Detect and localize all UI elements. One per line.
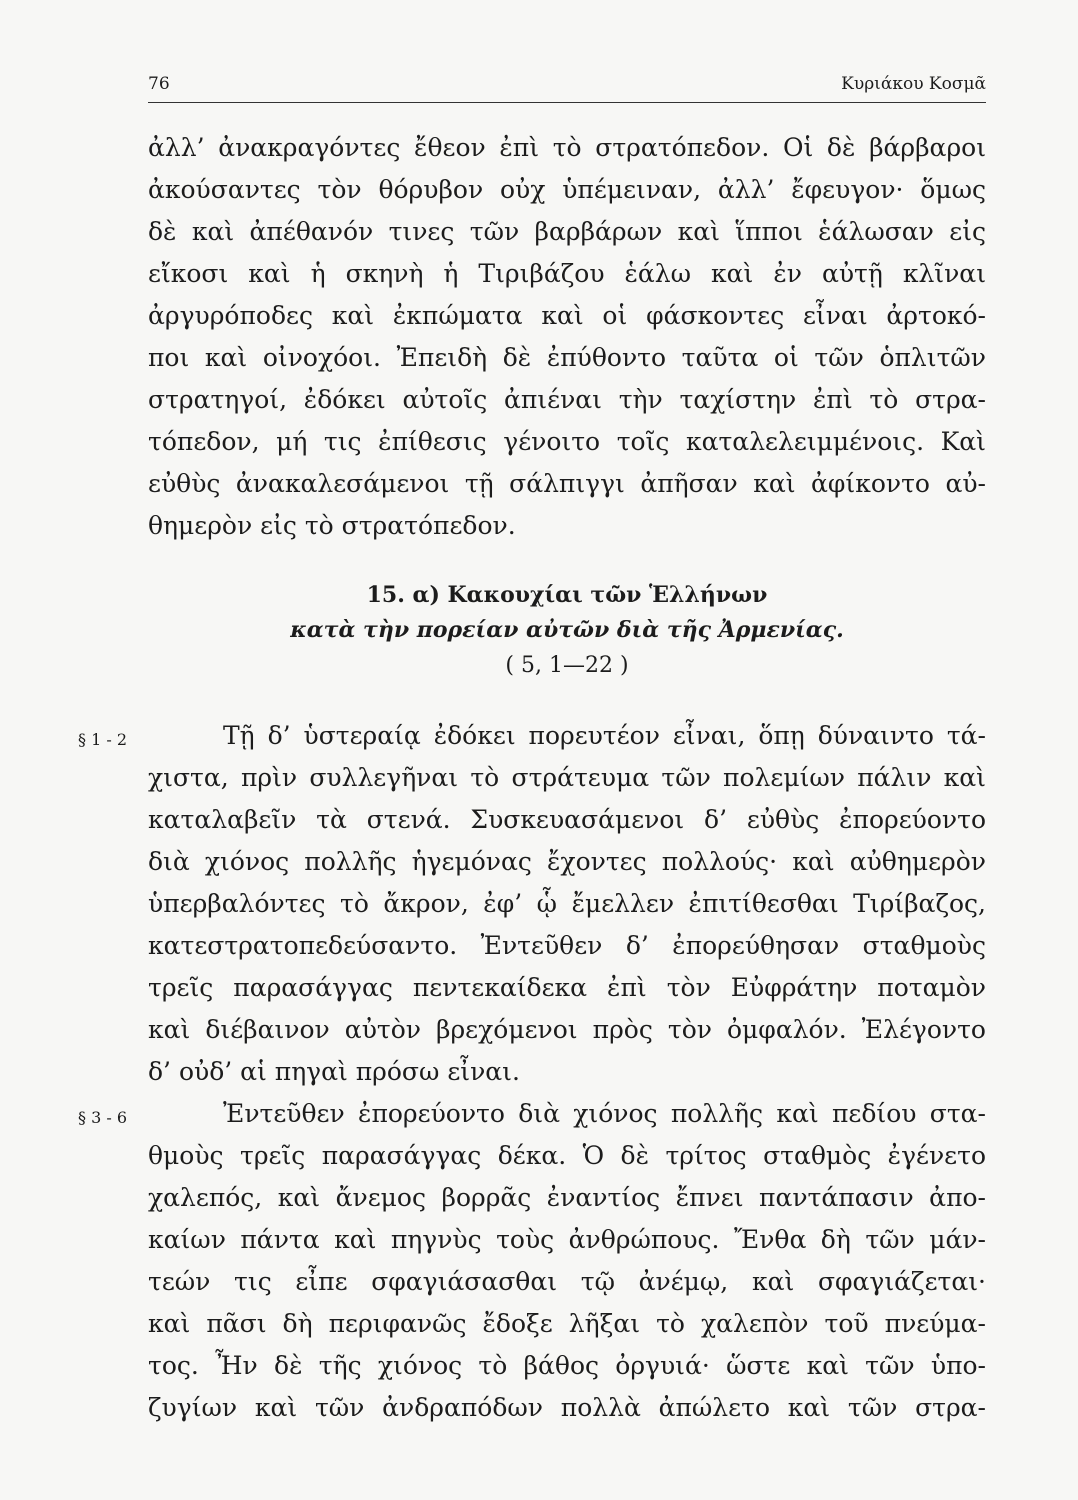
text-line: καταλαβεῖν τὰ στενά. Συσκευασάμενοι δ’ εὐθὺς ἐπορεύοντο [148,805,986,834]
text-line: εὐθὺς ἀνακαλεσάμενοι τῇ σάλπιγγι ἀπῆσαν καὶ ἀφίκοντο αὐ- [148,469,986,498]
text-line: ἀργυρόποδες καὶ ἐκπώματα καὶ οἱ φάσκοντες εἶναι ἀρτοκό- [148,301,986,330]
section-reference: ( 5, 1—22 ) [505,653,629,678]
text-line: καὶ πᾶσι δὴ περιφανῶς ἔδοξε λῆξαι τὸ χαλεπὸν τοῦ πνεύμα- [148,1309,986,1338]
text-line: στρατηγοί, ἐδόκει αὐτοῖς ἀπιέναι τὴν ταχίστην ἐπὶ τὸ στρα- [148,385,986,414]
text-line: Ἐντεῦθεν ἐπορεύοντο διὰ χιόνος πολλῆς καὶ πεδίου στα- [223,1099,986,1128]
section-title: 15. α) Κακουχίαι τῶν Ἑλλήνων [366,582,768,608]
text-line: ὑπερβαλόντες τὸ ἄκρον, ἐφ’ ᾧ ἔμελλεν ἐπιτίθεσθαι Τιρίβαζος, [148,889,986,918]
text-line: κατεστρατοπεδεύσαντο. Ἐντεῦθεν δ’ ἐπορεύθησαν σταθμοὺς [148,931,986,960]
text-line: θημερὸν εἰς τὸ στρατόπεδον. [148,511,516,540]
text-line: χιστα, πρὶν συλλεγῆναι τὸ στράτευμα τῶν πολεμίων πάλιν καὶ [148,763,986,792]
text-line: χαλεπός, καὶ ἄνεμος βορρᾶς ἐναντίος ἔπνει παντάπασιν ἀπο- [148,1183,986,1212]
text-line: καίων πάντα καὶ πηγνὺς τοὺς ἀνθρώπους. Ἔνθα δὴ τῶν μάν- [148,1225,986,1254]
text-line: ἀλλ’ ἀνακραγόντες ἔθεον ἐπὶ τὸ στρατόπεδον. Οἱ δὲ βάρβαροι [148,133,986,162]
text-line: καὶ διέβαινον αὐτὸν βρεχόμενοι πρὸς τὸν ὀμφαλόν. Ἐλέγοντο [148,1015,986,1044]
text-line: ζυγίων καὶ τῶν ἀνδραπόδων πολλὰ ἀπώλετο καὶ τῶν στρα- [148,1393,986,1422]
page-number: 76 [148,74,170,94]
running-title: Κυριάκου Κοσμᾶ [841,74,986,94]
text-line: τος. Ἦν δὲ τῆς χιόνος τὸ βάθος ὀργυιά· ὥστε καὶ τῶν ὑπο- [148,1351,986,1380]
text-line: τόπεδον, μή τις ἐπίθεσις γένοιτο τοῖς καταλελειμμένοις. Καὶ [148,427,986,456]
text-line: δ’ οὐδ’ αἱ πηγαὶ πρόσω εἶναι. [148,1057,520,1086]
text-line: Τῇ δ’ ὑστεραίᾳ ἐδόκει πορευτέον εἶναι, ὅπῃ δύναιντο τά- [223,721,986,750]
text-line: δὲ καὶ ἀπέθανόν τινες τῶν βαρβάρων καὶ ἵπποι ἑάλωσαν εἰς [148,217,986,246]
page-header [148,72,986,103]
text-line: θμοὺς τρεῖς παρασάγγας δέκα. Ὁ δὲ τρίτος σταθμὸς ἐγένετο [148,1141,986,1170]
text-line: τεών τις εἶπε σφαγιάσασθαι τῷ ἀνέμῳ, καὶ σφαγιάζεται· [148,1267,986,1296]
text-line: ἀκούσαντες τὸν θόρυβον οὐχ ὑπέμειναν, ἀλλ’ ἔφευγον· ὅμως [148,175,986,204]
text-line: εἴκοσι καὶ ἡ σκηνὴ ἡ Τιριβάζου ἑάλω καὶ ἐν αὐτῇ κλῖναι [148,259,986,288]
text-line: τρεῖς παρασάγγας πεντεκαίδεκα ἐπὶ τὸν Εὐφράτην ποταμὸν [148,973,986,1002]
marginal-note: § 3 - 6 [78,1108,128,1127]
section-subtitle: κατὰ τὴν πορείαν αὐτῶν διὰ τῆς Ἀρμενίας. [290,617,844,643]
text-line: διὰ χιόνος πολλῆς ἡγεμόνας ἔχοντες πολλούς· καὶ αὐθημερὸν [148,847,986,876]
text-line: ποι καὶ οἰνοχόοι. Ἐπειδὴ δὲ ἐπύθοντο ταῦτα οἱ τῶν ὁπλιτῶν [148,343,986,372]
marginal-note: § 1 - 2 [78,730,128,749]
